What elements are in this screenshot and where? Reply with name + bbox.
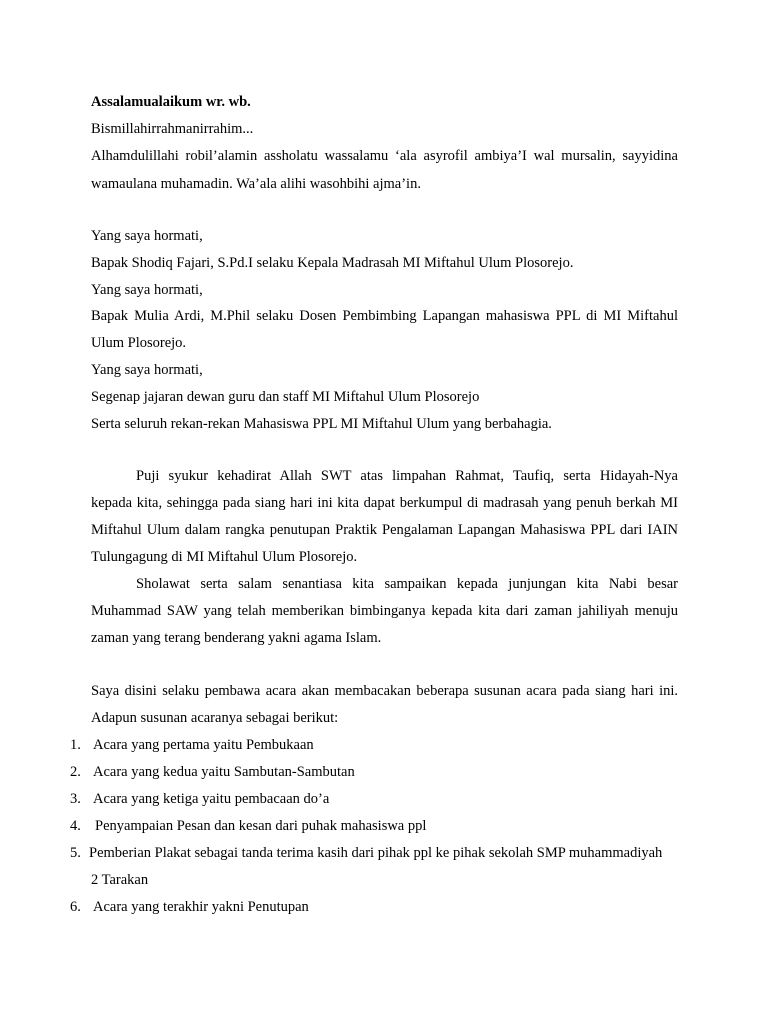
agenda-item-number: 5. [70,845,81,861]
agenda-item-number: 6. [70,899,81,915]
paragraph-2-line: zaman yang terang benderang yakni agama Islam. [91,630,382,646]
agenda-item-number: 2. [70,764,81,780]
greeting-line: Yang saya hormati, [91,282,203,298]
opening-hamdalah-line-2: wamaulana muhamadin. Wa’ala alihi wasohbihi ajma’in. [91,176,421,192]
greeting-line: Ulum Plosorejo. [91,335,187,351]
agenda-intro-line: Saya disini selaku pembawa acara akan membacakan beberapa susunan acara pada siang hari ini. [91,683,678,699]
agenda-item-text: Acara yang ketiga yaitu pembacaan do’a [93,791,330,807]
greeting-line: Serta seluruh rekan-rekan Mahasiswa PPL MI Miftahul Ulum yang berbahagia. [91,416,552,432]
greeting-line: Bapak Shodiq Fajari, S.Pd.I selaku Kepala Madrasah MI Miftahul Ulum Plosorejo. [91,255,574,271]
agenda-item-number: 3. [70,791,81,807]
agenda-item-number: 4. [70,818,81,834]
agenda-item-text: Acara yang pertama yaitu Pembukaan [93,737,314,753]
greeting-line: Yang saya hormati, [91,362,203,378]
paragraph-2-line: Sholawat serta salam senantiasa kita sampaikan kepada junjungan kita Nabi besar [136,576,678,592]
greeting-line: Yang saya hormati, [91,228,203,244]
paragraph-1-line: Tulungagung di MI Miftahul Ulum Plosorejo. [91,549,358,565]
paragraph-1-line: Miftahul Ulum dalam rangka penutupan Praktik Pengalaman Lapangan Mahasiswa PPL dari IAIN [91,522,678,538]
agenda-item-text: Pemberian Plakat sebagai tanda terima kasih dari pihak ppl ke pihak sekolah SMP muhammadiyah [89,845,663,861]
opening-basmalah: Bismillahirrahmanirrahim... [91,121,254,137]
agenda-item-continuation: 2 Tarakan [91,872,149,888]
opening-hamdalah-line-1: Alhamdulillahi robil’alamin assholatu wassalamu ‘ala asyrofil ambiya’I wal mursalin, sayyidina [91,148,678,164]
paragraph-2-line: Muhammad SAW yang telah memberikan bimbinganya kepada kita dari zaman jahiliyah menuju [91,603,678,619]
agenda-intro-line: Adapun susunan acaranya sebagai berikut: [91,710,339,726]
agenda-item-number: 1. [70,737,81,753]
agenda-item-text: Acara yang terakhir yakni Penutupan [93,899,309,915]
agenda-item-text: Penyampaian Pesan dan kesan dari puhak mahasiswa ppl [95,818,427,834]
paragraph-1-line: kepada kita, sehingga pada siang hari ini kita dapat berkumpul di madrasah yang penuh berkah MI [91,495,678,511]
paragraph-1-line: Puji syukur kehadirat Allah SWT atas limpahan Rahmat, Taufiq, serta Hidayah-Nya [136,468,678,484]
greeting-line: Segenap jajaran dewan guru dan staff MI Miftahul Ulum Plosorejo [91,389,480,405]
agenda-item-text: Acara yang kedua yaitu Sambutan-Sambutan [93,764,355,780]
opening-salam: Assalamualaikum wr. wb. [91,94,251,110]
greeting-line: Bapak Mulia Ardi, M.Phil selaku Dosen Pembimbing Lapangan mahasiswa PPL di MI Miftahul [91,308,678,324]
